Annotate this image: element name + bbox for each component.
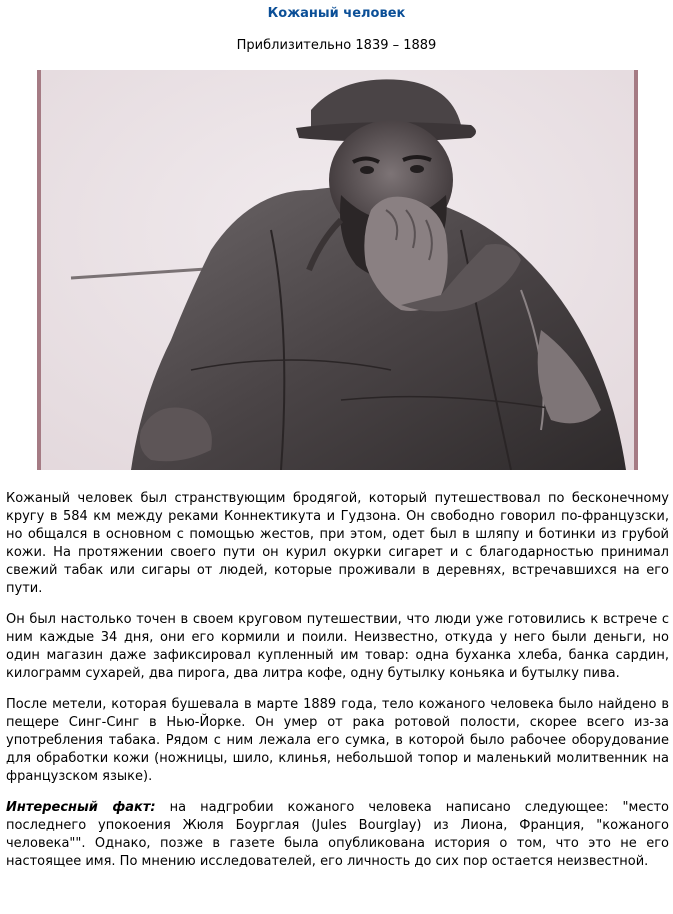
fact-text: на надгробии кожаного человека написано следующее: "место последнего упокоения Жюля Боурглая (Jules Bourglay) из Лиона, Франция, "кожаного человека"". Однако, позже в газете была опубликована история о том, что это не его настоящее имя. По мнению исследователей, его личность до сих пор остается неизвестной. xyxy=(6,800,669,869)
paragraph-1: Кожаный человек был странствующим бродягой, который путешествовал по бесконечному кругу в 584 км между реками Коннектикута и Гудзона. Он свободно говорил по-французски, но общался в основном с помощью жестов, при этом, одет был в шляпу и ботинки из грубой кожи. На протяжении своего пути он курил окурки сигарет и с благодарностью принимал свежий табак или сигары от людей, которые проживали в деревнях, встречавшихся на его пути. xyxy=(6,491,669,596)
paragraph-2: Он был настолько точен в своем круговом путешествии, что люди уже готовились к встрече с ним каждые 34 дня, они его кормили и поили. Неизвестно, откуда у него были деньги, но один магазин даже зафиксировал купленный им товар: одна буханка хлеба, банка сардин, килограмм сухарей, два пирога, два литра кофе, одну бутылку коньяка и бутылку пива. xyxy=(6,612,669,681)
article-body xyxy=(6,490,669,884)
paragraph-3: После метели, которая бушевала в марте 1889 года, тело кожаного человека было найдено в пещере Синг-Синг в Нью-Йорке. Он умер от рака ротовой полости, скорее всего из-за употребления табака. Рядом с ним лежала его сумка, в которой было рабочее оборудование для обработки кожи (ножницы, шило, клинья, небольшой топор и маленький молитвенник на французском языке). xyxy=(6,697,669,784)
photo-illustration xyxy=(41,70,634,470)
interesting-fact xyxy=(6,799,669,871)
article-title: Кожаный человек xyxy=(267,6,406,21)
fact-label: Интересный факт: xyxy=(6,800,156,815)
article-dates: Приблизительно 1839 – 1889 xyxy=(236,38,437,53)
leatherman-photo xyxy=(37,70,638,470)
